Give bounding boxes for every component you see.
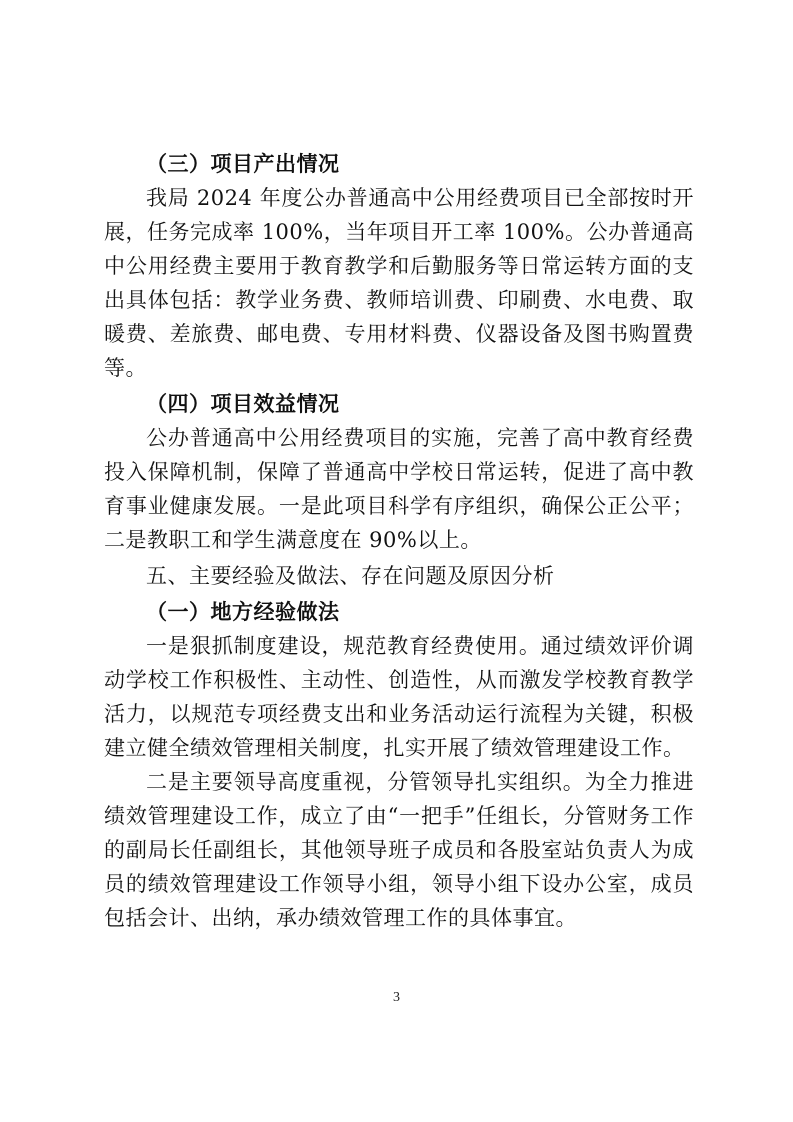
paragraph-project-output: 我局 2024 年度公办普通高中公用经费项目已全部按时开展，任务完成率 100%，当年项目开工率 100%。公办普通高中公用经费主要用于教育教学和后勤服务等日常运转方面的支出具体包括：教学业务费、教师培训费、印刷费、水电费、取暖费、差旅费、邮电费、专用材料费、仪器设备及图书购置费等。 [104,186,694,380]
page-content [104,145,694,935]
paragraph-leadership: 二是主要领导高度重视，分管领导扎实组织。为全力推进绩效管理建设工作，成立了由“一把手”任组长，分管财务工作的副局长任副组长，其他领导班子成员和各股室站负责人为成员的绩效管理建设工作领导小组，领导小组下设办公室，成员包括会计、出纳，承办绩效管理工作的具体事宜。 [104,770,694,930]
section-title-experience: 五、主要经验及做法、存在问题及原因分析 [146,564,555,588]
page-number: 3 [393,990,400,1005]
heading-local-experience: （一）地方经验做法 [146,600,340,624]
paragraph-system-building: 一是狠抓制度建设，规范教育经费使用。通过绩效评价调动学校工作积极性、主动性、创造性，从而激发学校教育教学活力，以规范专项经费支出和业务活动运行流程为关键，积极建立健全绩效管理相关制度，扎实开展了绩效管理建设工作。 [104,634,694,760]
heading-project-benefit: （四）项目效益情况 [146,392,340,416]
heading-project-output: （三）项目产出情况 [146,152,340,176]
paragraph-project-benefit: 公办普通高中公用经费项目的实施，完善了高中教育经费投入保障机制，保障了普通高中学校日常运转，促进了高中教育事业健康发展。一是此项目科学有序组织，确保公正公平；二是教职工和学生满意度在 90%以上。 [104,426,694,552]
